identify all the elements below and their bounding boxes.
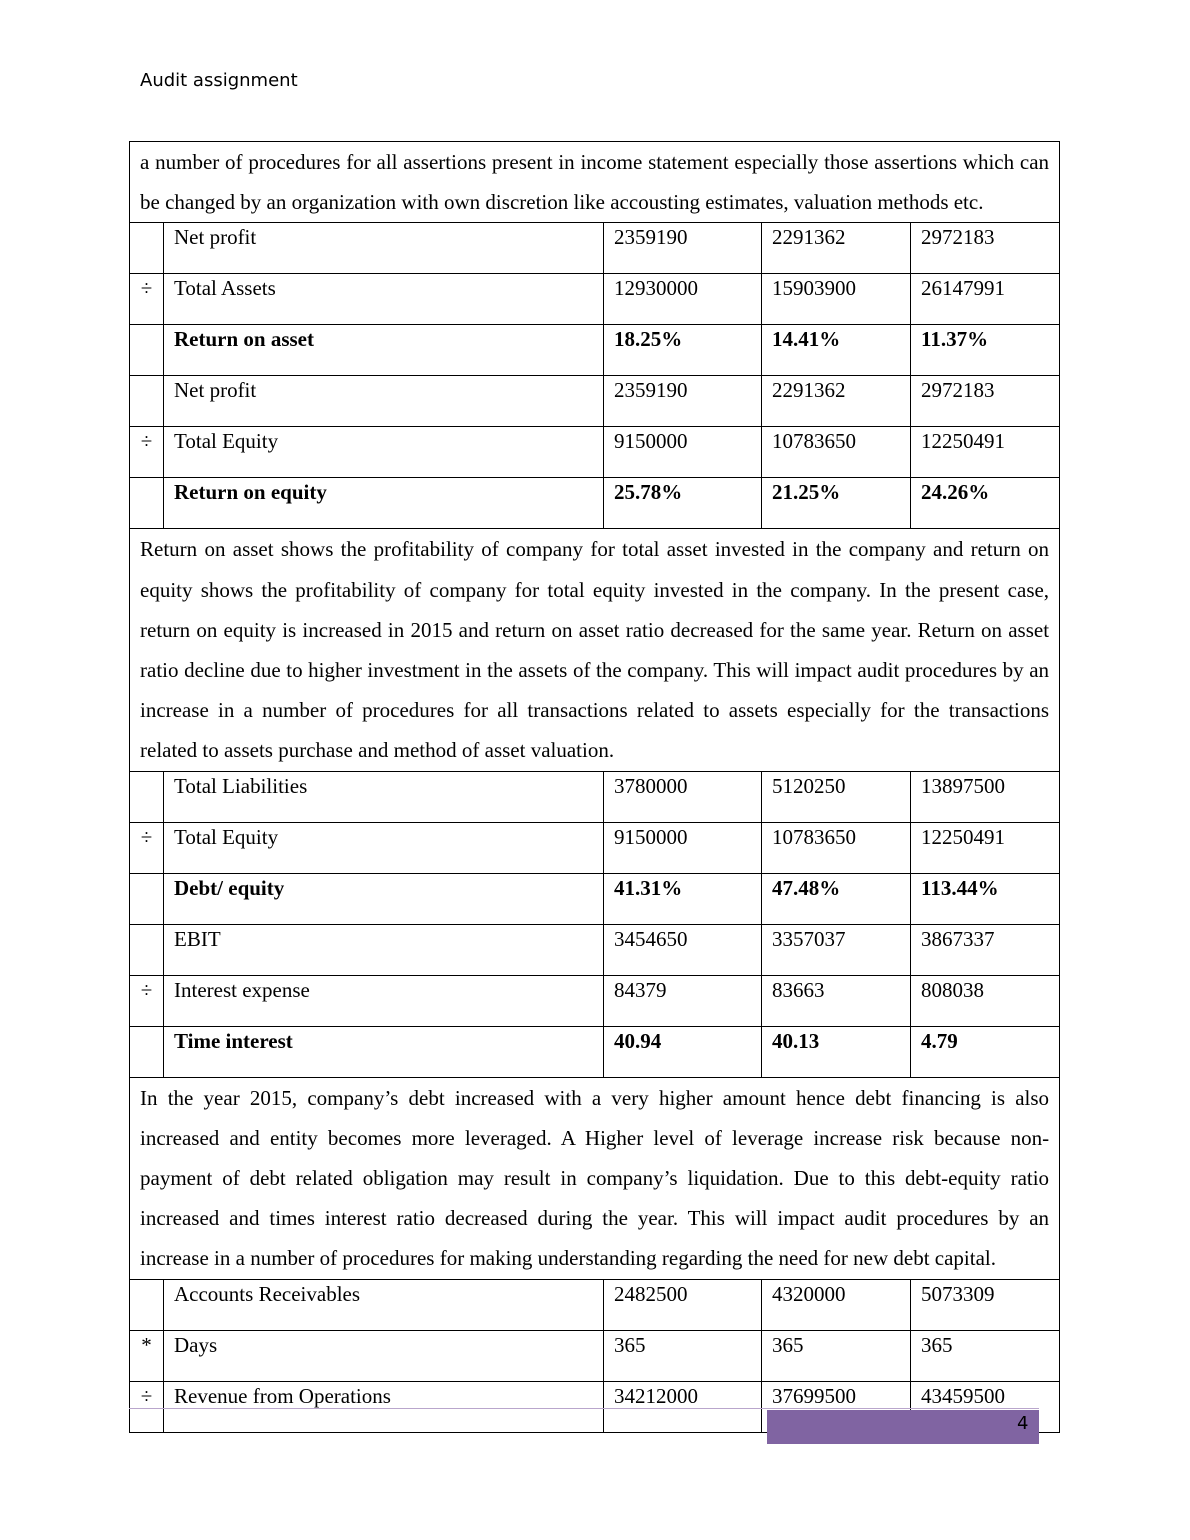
operator-cell bbox=[130, 478, 164, 529]
value-cell: 2972183 bbox=[911, 376, 1060, 427]
table-row-result bbox=[130, 478, 1060, 529]
table-row bbox=[130, 975, 1060, 1026]
value-cell: 25.78% bbox=[604, 478, 762, 529]
value-cell: 113.44% bbox=[911, 873, 1060, 924]
value-cell: 18.25% bbox=[604, 325, 762, 376]
table-row bbox=[130, 924, 1060, 975]
label-cell: Return on asset bbox=[164, 325, 604, 376]
value-cell: 365 bbox=[911, 1330, 1060, 1381]
table-row bbox=[130, 223, 1060, 274]
value-cell: 2291362 bbox=[762, 223, 911, 274]
label-cell: Debt/ equity bbox=[164, 873, 604, 924]
label-cell: Total Assets bbox=[164, 274, 604, 325]
page-number: 4 bbox=[1017, 1413, 1029, 1434]
value-cell: 4.79 bbox=[911, 1026, 1060, 1077]
value-cell: 47.48% bbox=[762, 873, 911, 924]
value-cell: 9150000 bbox=[604, 822, 762, 873]
value-cell: 365 bbox=[604, 1330, 762, 1381]
value-cell: 5073309 bbox=[911, 1279, 1060, 1330]
table-row bbox=[130, 376, 1060, 427]
table-row bbox=[130, 274, 1060, 325]
operator-cell bbox=[130, 376, 164, 427]
value-cell: 2972183 bbox=[911, 223, 1060, 274]
label-cell: Time interest bbox=[164, 1026, 604, 1077]
operator-cell bbox=[130, 873, 164, 924]
label-cell: Return on equity bbox=[164, 478, 604, 529]
value-cell: 34212000 bbox=[604, 1381, 762, 1432]
table-row-result bbox=[130, 1026, 1060, 1077]
paragraph-row bbox=[130, 1077, 1060, 1279]
value-cell: 2482500 bbox=[604, 1279, 762, 1330]
label-cell: Total Liabilities bbox=[164, 771, 604, 822]
paragraph-text: a number of procedures for all assertions present in income statement especially those assertions which can be changed by an organization with own discretion like accousting estimates, valuation methods etc. bbox=[140, 150, 1050, 215]
value-cell: 15903900 bbox=[762, 274, 911, 325]
footer-divider bbox=[129, 1408, 1039, 1409]
value-cell: 3867337 bbox=[911, 924, 1060, 975]
running-header: Audit assignment bbox=[140, 70, 298, 91]
value-cell: 9150000 bbox=[604, 427, 762, 478]
value-cell: 24.26% bbox=[911, 478, 1060, 529]
value-cell: 365 bbox=[762, 1330, 911, 1381]
operator-cell bbox=[130, 1279, 164, 1330]
table-row bbox=[130, 822, 1060, 873]
label-cell: Total Equity bbox=[164, 427, 604, 478]
operator-cell: ÷ bbox=[130, 1381, 164, 1432]
value-cell: 10783650 bbox=[762, 427, 911, 478]
value-cell: 2359190 bbox=[604, 223, 762, 274]
table-row-result bbox=[130, 325, 1060, 376]
value-cell: 2359190 bbox=[604, 376, 762, 427]
value-cell: 13897500 bbox=[911, 771, 1060, 822]
value-cell: 83663 bbox=[762, 975, 911, 1026]
label-cell: Net profit bbox=[164, 376, 604, 427]
value-cell: 26147991 bbox=[911, 274, 1060, 325]
value-cell: 41.31% bbox=[604, 873, 762, 924]
operator-cell bbox=[130, 771, 164, 822]
label-cell: Total Equity bbox=[164, 822, 604, 873]
paragraph-row bbox=[130, 529, 1060, 771]
value-cell: 3780000 bbox=[604, 771, 762, 822]
label-cell: Interest expense bbox=[164, 975, 604, 1026]
value-cell: 11.37% bbox=[911, 325, 1060, 376]
paragraph-text: In the year 2015, company’s debt increased with a very higher amount hence debt financing is also increased and entity becomes more leveraged. A Higher level of leverage increase risk because non-payment of debt related obligation may result in company’s liquidation. Due to this debt-equity ratio increased and times interest ratio decreased during the year. This will impact audit procedures by an increase in a number of procedures for making understanding regarding the need for new debt capital. bbox=[140, 1085, 1050, 1271]
operator-cell: ÷ bbox=[130, 274, 164, 325]
operator-cell bbox=[130, 1026, 164, 1077]
label-cell: Revenue from Operations bbox=[164, 1381, 604, 1432]
value-cell: 12250491 bbox=[911, 822, 1060, 873]
value-cell: 808038 bbox=[911, 975, 1060, 1026]
value-cell: 40.94 bbox=[604, 1026, 762, 1077]
table-row-result bbox=[130, 873, 1060, 924]
ratio-table bbox=[129, 141, 1060, 1433]
table-row bbox=[130, 427, 1060, 478]
value-cell: 5120250 bbox=[762, 771, 911, 822]
value-cell: 12930000 bbox=[604, 274, 762, 325]
value-cell: 10783650 bbox=[762, 822, 911, 873]
table-row bbox=[130, 1279, 1060, 1330]
operator-cell bbox=[130, 924, 164, 975]
value-cell: 3357037 bbox=[762, 924, 911, 975]
operator-cell: ÷ bbox=[130, 822, 164, 873]
label-cell: EBIT bbox=[164, 924, 604, 975]
value-cell: 37699500 bbox=[762, 1381, 911, 1432]
operator-cell: * bbox=[130, 1330, 164, 1381]
operator-cell: ÷ bbox=[130, 975, 164, 1026]
value-cell: 21.25% bbox=[762, 478, 911, 529]
label-cell: Net profit bbox=[164, 223, 604, 274]
value-cell: 12250491 bbox=[911, 427, 1060, 478]
value-cell: 2291362 bbox=[762, 376, 911, 427]
paragraph-row bbox=[130, 142, 1060, 223]
label-cell: Accounts Receivables bbox=[164, 1279, 604, 1330]
operator-cell bbox=[130, 325, 164, 376]
value-cell: 3454650 bbox=[604, 924, 762, 975]
footer-accent-bar bbox=[767, 1410, 1039, 1444]
table-row bbox=[130, 771, 1060, 822]
value-cell: 84379 bbox=[604, 975, 762, 1026]
value-cell: 43459500 bbox=[911, 1381, 1060, 1432]
paragraph-text: Return on asset shows the profitability of company for total asset invested in the company and return on equity shows the profitability of company for total equity invested in the company. In the present case, return on equity is increased in 2015 and return on asset ratio decreased for the same year. Return on asset ratio decline due to higher investment in the assets of the company. This will impact audit procedures by an increase in a number of procedures for all transactions related to assets especially for the transactions related to assets purchase and method of asset valuation. bbox=[140, 537, 1050, 763]
value-cell: 4320000 bbox=[762, 1279, 911, 1330]
operator-cell: ÷ bbox=[130, 427, 164, 478]
value-cell: 14.41% bbox=[762, 325, 911, 376]
table-row bbox=[130, 1330, 1060, 1381]
value-cell: 40.13 bbox=[762, 1026, 911, 1077]
operator-cell bbox=[130, 223, 164, 274]
label-cell: Days bbox=[164, 1330, 604, 1381]
